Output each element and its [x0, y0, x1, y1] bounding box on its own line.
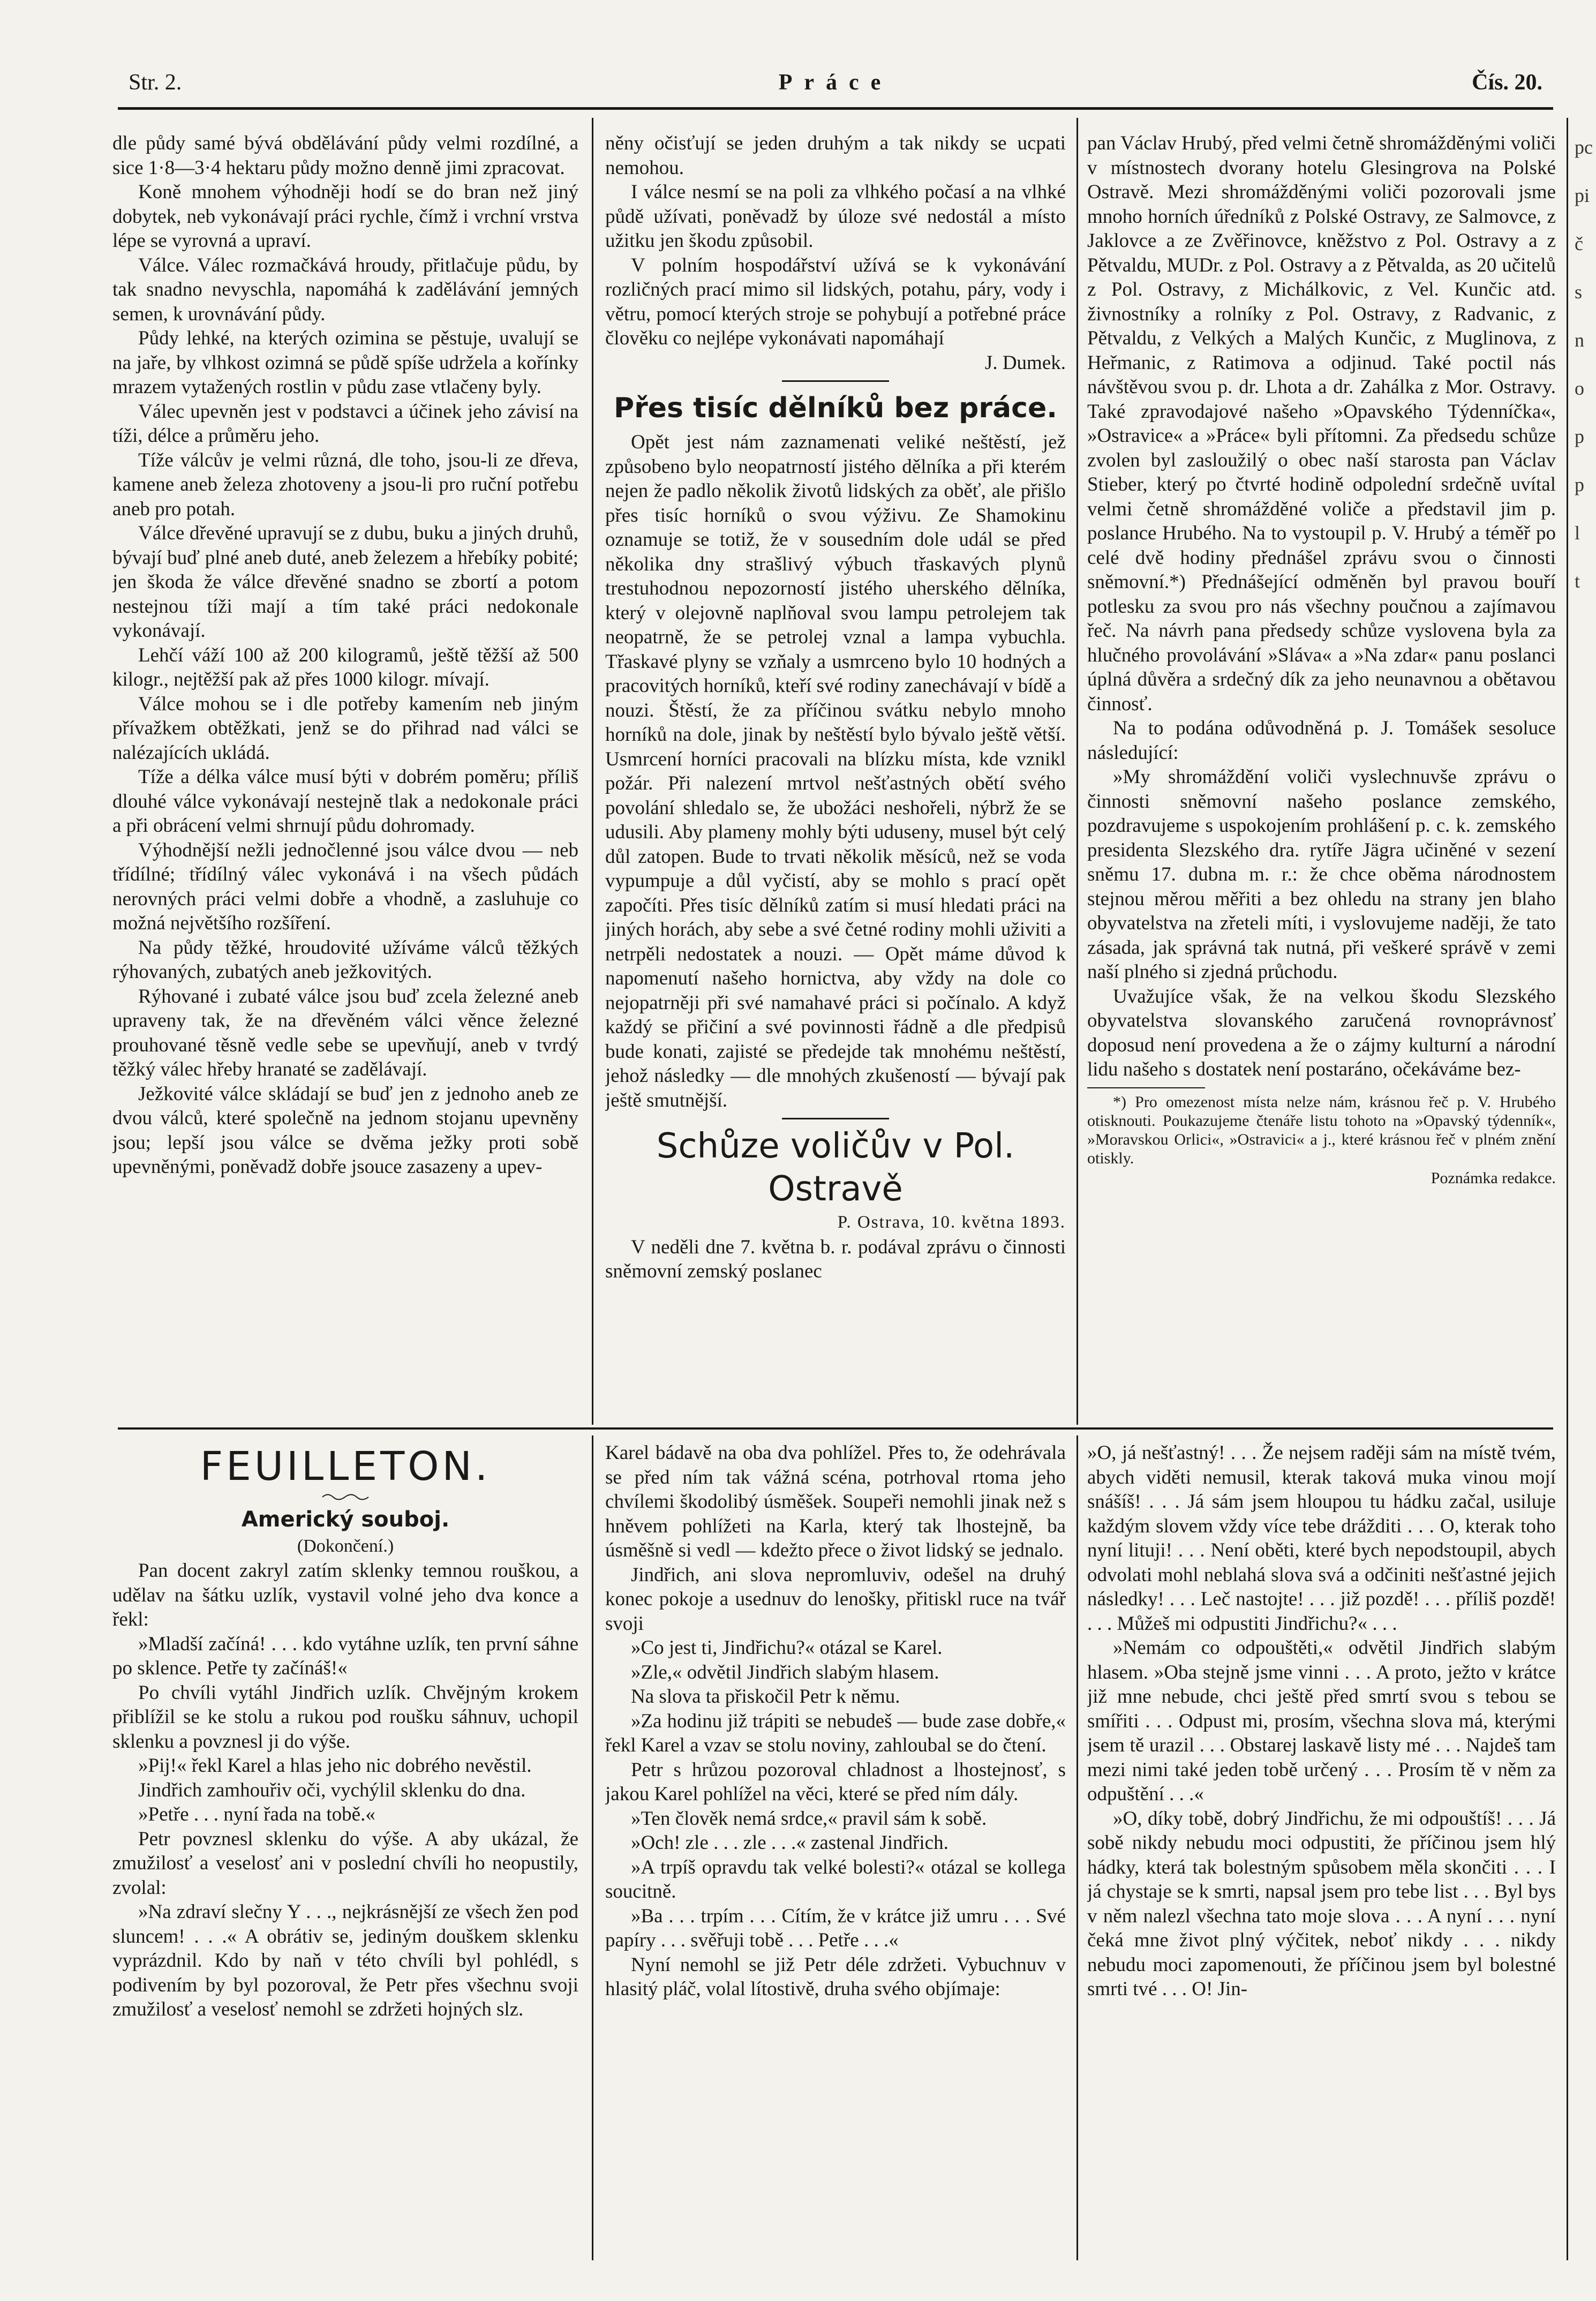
- feuilleton-title: FEUILLETON.: [200, 1443, 491, 1490]
- issue-number: Čís. 20.: [1472, 70, 1542, 95]
- article-separator: [782, 1118, 889, 1119]
- column-2: [605, 131, 1066, 1422]
- paragraph: Po chvíli vytáhl Jindřich uzlík. Chvějným krokem přiblížil se ke stolu a rukou pod roušku sáhnuv, uchopil sklenku a povznesl ji do výše.: [112, 1681, 578, 1753]
- paragraph: »Na zdraví slečny Y . . ., nejkrásnější ze všech žen pod sluncem! . . .« A obrátiv se, jediným douškem sklenku vyprázdnil. Kdo by naň v této chvíli byl pohlédl, s podivením by byl pozoroval, že Petr přes všechnu svoji zmužilosť a veselosť nemohl se zdržeti hojných slz.: [112, 1901, 578, 2020]
- paragraph: »Mladší začíná! . . . kdo vytáhne uzlík, ten první sáhne po sklence. Petře ty začínáš!«: [112, 1633, 578, 1679]
- paragraph: Válce. Válec rozmačkává hroudy, přitlačuje půdu, by tak snadno nevyschla, napomáhá k zadělávání jemných semen, k urovnávání půdy.: [112, 254, 578, 325]
- paragraph: Jindřich zamhouřiv oči, vychýlil sklenku do dna.: [138, 1779, 526, 1801]
- story-title: Americký souboj.: [241, 1507, 450, 1532]
- feuilleton-column-1: [112, 1441, 578, 2266]
- newspaper-title: Práce: [778, 70, 893, 95]
- paragraph: Ježkovité válce skládají se buď jen z jednoho aneb ze dvou válců, které společně na jednom stojanu upevněny jsou; lepší jsou válce se dvěma ježky proti sobě upevněnými, poněvadž dobře jsouce zasazeny a upev-: [112, 1082, 578, 1178]
- footnote-signature: Poznámka redakce.: [1431, 1169, 1556, 1187]
- paragraph: »Och! zle . . . zle . . .« zastenal Jindřich.: [631, 1832, 948, 1854]
- paragraph: Na slova ta přiskočil Petr k němu.: [631, 1686, 900, 1708]
- paragraph: Válec upevněn jest v podstavci a účinek jeho závisí na tíži, délce a průměru jeho.: [112, 400, 578, 447]
- paragraph: »Co jest ti, Jindřichu?« otázal se Karel.: [631, 1637, 943, 1659]
- ornament-squiggle: [321, 1492, 370, 1502]
- paragraph: Nyní nemohl se již Petr déle zdržeti. Vybuchnuv v hlasitý pláč, volal lítostivě, druha svého objímaje:: [605, 1953, 1066, 2000]
- page-header: [129, 70, 1542, 102]
- page-number: Str. 2.: [129, 70, 182, 95]
- paragraph: Pan docent zakryl zatím sklenky temnou rouškou, a udělav na šátku uzlík, vystavil volné jeho dva konce a řekl:: [112, 1560, 578, 1630]
- paragraph: Jindřich, ani slova nepromluviv, odešel na druhý konec pokoje a usednuv do lenošky, přitiskl ruce na tvář svoji: [605, 1563, 1066, 1635]
- header-rule: [118, 107, 1553, 110]
- column-rule-top-2: [1076, 118, 1078, 1425]
- paragraph: I válce nesmí se na poli za vlhkého počasí a na vlhké půdě užívati, poněvadž by úloze své nedostál a místo užitku jen škodu způsobil.: [605, 181, 1066, 252]
- feuilleton-column-2: [605, 1441, 1066, 2266]
- paragraph: Petr povznesl sklenku do výše. A aby ukázal, že zmužilosť a veselosť ani v poslední chvíli ho neopustily, zvolal:: [112, 1828, 578, 1899]
- paragraph: »Pij!« řekl Karel a hlas jeho nic dobrého nevěstil.: [138, 1755, 532, 1777]
- story-note: (Dokončení.): [297, 1536, 394, 1556]
- adjacent-page-fragment: pc pi č s n o p p l t: [1575, 137, 1593, 592]
- article-heading: Schůze voličův v Pol. Ostravě: [656, 1126, 1015, 1209]
- paragraph: Válce dřevěné upravují se z dubu, buku a jiných druhů, bývají buď plné aneb duté, aneb železem a hřebíky pobité; jen škoda že válce dřevěné snadno se zbortí a potom nestejnou tíži mají a tím také práci nedokonale vykonávají.: [112, 522, 578, 642]
- paragraph: Na to podána odůvodněná p. J. Tomášek sesoluce následující:: [1087, 717, 1556, 764]
- paragraph: »Zle,« odvětil Jindřich slabým hlasem.: [631, 1661, 939, 1683]
- paragraph: »Nemám co odpouštěti,« odvětil Jindřich slabým hlasem. »Oba stejně jsme vinni . . . A proto, ježto v krátce již mne nebude, chci ještě před smrtí svou s tebou se smířiti . . . Odpust mi, prosím, všechna slova má, kterými jsem tě urazil . . . Obstarej laskavě listy mé . . . Najdeš tam mezi nimi také jeden tobě určený . . . Prosím tě v něm za odpuštění . . .«: [1087, 1637, 1556, 1805]
- paragraph: něny očisťují se jeden druhým a tak nikdy se ucpati nemohou.: [605, 132, 1066, 179]
- paragraph: Tíže a délka válce musí býti v dobrém poměru; příliš dlouhé válce vykonávají nestejně tlak a nedokonale práci a při obrácení velmi shrnují půdu dohromady.: [112, 766, 578, 837]
- paragraph: »Ten člověk nemá srdce,« pravil sám k sobě.: [631, 1807, 987, 1830]
- paragraph: »A trpíš opravdu tak velké bolesti?« otázal se kollega soucitně.: [605, 1856, 1066, 1903]
- column-3: [1087, 131, 1556, 1422]
- paragraph: Rýhované i zubaté válce jsou buď zcela železné aneb upraveny tak, že na dřevěném válci věnce železné prouhované těsně vedle sebe se upevňují, aneb v tvrdý těžký válec hřeby hranaté se zadělávají.: [112, 985, 578, 1080]
- column-1: [112, 131, 578, 1422]
- footnote-rule: [1087, 1087, 1205, 1088]
- paragraph: Tíže válcův je velmi různá, dle toho, jsou-li ze dřeva, kamene aneb železa zhotoveny a jsou-li pro ruční potřebu aneb pro potah.: [112, 449, 578, 520]
- paragraph: »Ba . . . trpím . . . Cítím, že v krátce již umru . . . Své papíry . . . svěřuji tobě . . . Petře . . .«: [605, 1905, 1066, 1951]
- page-edge-rule: [1567, 118, 1568, 2260]
- article-body: Opět jest nám zaznamenati veliké neštěstí, jež způsobeno bylo neopatrností jistého dělníka a při kterém nejen že padlo několik životů lidských za oběť, ale přišlo přes tisíc horníků o svou výživu. Ze Shamokinu oznamuje se totiž, že v sousedním dole udál se před několika dny strašlivý výbuch třaskavých plynů trestuhodnou nepozorností jistého uherského dělníka, který v olejovně naplňoval svou lampu petrolejem tak neopatrně, že se petrolej vznal a lampa vybuchla. Třaskavé plyny se vzňaly a usmrceno bylo 10 hodných a pracovitých horníků, kteří své rodiny zanechávají v bídě a nouzi. Štěstí, že za příčinou svátku nebylo mnoho horníků na dole, jinak by neštěstí bylo bývalo ještě větší. Usmrcení horníci pracovali na blízku místa, kde vznikl požár. Při nalezení mrtvol nešťastných obětí svého povolání shledalo se, že ubožáci neshořeli, nýbrž že se udusili. Aby plameny mohly býti uduseny, musel být celý důl zatopen. Bude to trvati několik měsíců, než se voda vypumpuje a důl vyčistí, aby se mohlo s prací opět započíti. Přes tisíc dělníků zatím si musí hledati práci na jiných horách, aby sebe a své četné rodiny mohli uživiti a netrpěli nedostatek a nouzi. — Opět máme důvod k napomenutí našeho hornictva, aby vždy na dole co nejopatrněji při své namahavé práci si počínalo. A když každý se přičiní a své povinnosti řádně a dle předpisů bude konati, zajisté se předejde tak mnohému neštěstí, jehož následky — dle mnohých zkušeností — bývají pak ještě smutnější.: [605, 431, 1066, 1111]
- column-rule-bottom-1: [592, 1435, 593, 2260]
- paragraph: Petr s hrůzou pozoroval chladnost a lhostejnosť, s jakou Karel pohlížel na věci, které se před ním dály.: [605, 1758, 1066, 1805]
- article-body: V neděli dne 7. května b. r. podával zprávu o činnosti sněmovní zemský poslanec: [605, 1236, 1066, 1282]
- paragraph: V polním hospodářství užívá se k vykonávání rozličných prací mimo sil lidských, potahu, páry, vody i větru, pomocí kterých stroje se pohybují a potřebné práce člověku co nejlépe vykonávati napomáhají: [605, 254, 1066, 349]
- paragraph: »Petře . . . nyní řada na tobě.«: [138, 1803, 375, 1825]
- paragraph: Válce mohou se i dle potřeby kamením neb jiným přívažkem obtěžkati, jenž se do přihrad nad válci se nalézajících ukládá.: [112, 693, 578, 764]
- paragraph: Výhodnější nežli jednočlenné jsou válce dvou — neb třídílné; třídílný válec vykonává i na všech půdách nerovných práci velmi dobře a vhodně, a zasluhuje co možná největšího rozšíření.: [112, 839, 578, 934]
- column-rule-top-1: [592, 118, 593, 1425]
- paragraph: »Za hodinu již trápiti se nebudeš — bude zase dobře,« řekl Karel a vzav se stolu noviny, zahloubal se do čtení.: [605, 1710, 1066, 1756]
- paragraph: Na půdy těžké, hroudovité užíváme válců těžkých rýhovaných, zubatých aneb ježkovitých.: [112, 936, 578, 983]
- paragraph: dle půdy samé bývá obdělávání půdy velmi rozdílné, a sice 1·8—3·4 hektaru půdy možno denně jimi zpracovat.: [112, 132, 578, 179]
- feuilleton-rule: [118, 1427, 1553, 1430]
- paragraph: pan Václav Hrubý, před velmi četně shromážděnými voliči v místnostech dvorany hotelu Glesingrova na Polské Ostravě. Mezi shromážděnými voliči pozorovali jsme mnoho horních úředníků z Polské Ostravy, ze Salmovce, z Jaklovce a ze Zvěřinovce, kněžstvo z Pol. Ostravy a z Pětvaldu, MUDr. z Pol. Ostravy a z Pětvalda, as 20 učitelů z Pol. Ostravy, z Michálkovic, z Vel. Kunčic atd. živnostníky a rolníky z Pol. Ostravy, z Radvanic, z Pětvaldu, z Velkých a Malých Kunčic, z Muglinova, z Heřmanic, z Ratimova a odjinud. Také poctil nás návštěvou svou p. dr. Lhota a dr. Zahálka z Mor. Ostravy. Také zpravodajové našeho »Opavského Týdenníčka«, »Ostravice« a »Práce« byli přítomni. Za předsedu schůze zvolen byl zasloužilý o obec naší starosta pan Václav Stieber, který po čtvrté hodině odpolední srdečně uvítal velmi četně shromážděné voliče a představil jim p. poslance Hrubého. Na to vystoupil p. V. Hrubý a téměř po celé dvě hodiny přednášel zprávu svou o činnosti sněmovní.*) Přednášející odměněn byl pravou bouří potlesku za svou pro nás všechny poučnou a zajímavou řeč. Na návrh pana předsedy schůze vyslovena byla za hlučného provolávání »Sláva« a »Na zdar« panu poslanci úplná důvěra a srdečný dík za jeho neunavnou a obětavou činnosť.: [1087, 132, 1556, 715]
- feuilleton-column-3: [1087, 1441, 1556, 2266]
- paragraph: Koně mnohem výhodněji hodí se do bran než jiný dobytek, neb vykonávají práci rychle, čímž i vrchní vrstva lépe se vyrovná a upraví.: [112, 181, 578, 252]
- article-heading: Přes tisíc dělníků bez práce.: [614, 392, 1057, 424]
- paragraph: Karel bádavě na oba dva pohlížel. Přes to, že odehrávala se před ním tak vážná scéna, potrhoval rtoma jeho chvílemi škodolibý úsměšek. Soupeři nemohli jinak než s hněvem pohlížeti na Karla, který tak lhostejně, ba úsměšně si vedl — kdežto přece o život lidský se jednalo.: [605, 1442, 1066, 1561]
- paragraph: Lehčí váží 100 až 200 kilogramů, ještě těžší až 500 kilogr., nejtěžší pak až přes 1000 kilogr. mívají.: [112, 644, 578, 690]
- dateline: P. Ostrava, 10. května 1893.: [837, 1213, 1066, 1232]
- column-rule-bottom-2: [1076, 1435, 1078, 2260]
- paragraph: Půdy lehké, na kterých ozimina se pěstuje, uvalují se na jaře, by vlhkost ozimná se půdě spíše udržela a kořínky mrazem vytažených rostlin v půdu zase vtlačeny byly.: [112, 327, 578, 398]
- paragraph: »My shromáždění voliči vyslechnuvše zprávu o činnosti sněmovní našeho poslance zemského, pozdravujeme s uspokojením prohlášení p. c. k. zemského presidenta Slezského dra. rytíře Jägra učiněné v sezení sněmu 17. dubna m. r.: že chce oběma národnostem stejnou měrou měřiti a bez ohledu na strany jen blaho obyvatelstva na zřeteli míti, i vyslovujeme naději, že tato zásada, jak správná tak nutná, při veškeré správě v zemi naší plného si zjedná průchodu.: [1087, 766, 1556, 983]
- footnote: *) Pro omezenost místa nelze nám, krásnou řeč p. V. Hrubého otisknouti. Poukazujeme čtenáře listu tohoto na »Opavský týdenník«, »Moravskou Orlici«, »Ostravici« a j., které krásnou řeč v plném znění otiskly.: [1087, 1093, 1556, 1167]
- author-signature: J. Dumek.: [984, 351, 1066, 374]
- paragraph: »O, já nešťastný! . . . Že nejsem raději sám na místě tvém, abych viděti nemusil, kterak taková muka vinou mojí snášíš! . . . Já sám jsem hloupou tu hádku začal, usiluje každým slovem vždy více tebe drážditi . . . O, kterak toho nyní lituji! . . . Není oběti, které bych nepodstoupil, abych odvolati mohl neblahá slova svá a odčiniti nešťastné jejich následky! . . . Leč nastojte! . . . již pozdě! . . . příliš pozdě! . . . Můžeš mi odpustiti Jindřichu?« . . .: [1087, 1442, 1556, 1635]
- paragraph: Uvažujíce však, že na velkou škodu Slezského obyvatelstva slovanského zaručená rovnoprávnosť doposud není provedena a že o zájmy kulturní a národní lidu našeho s dostatek není postaráno, očekáváme bez-: [1087, 985, 1556, 1080]
- article-separator: [782, 380, 889, 382]
- paragraph: »O, díky tobě, dobrý Jindřichu, že mi odpouštíš! . . . Já sobě nikdy nebudu moci odpustiti, že příčinou jsem hlý hádky, která tak bolestným spůsobem měla skončiti . . . I já chystaje se k smrti, napsal jsem pro tebe list . . . Byl bys v něm nalezl všechna tato moje slova . . . A nyní . . . nyní čeká mne život plný výčitek, neboť nikdy . . . nikdy nebudu moci zapomenouti, že příčinou jsem byl bolestné smrti tvé . . . O! Jin-: [1087, 1807, 1556, 2000]
